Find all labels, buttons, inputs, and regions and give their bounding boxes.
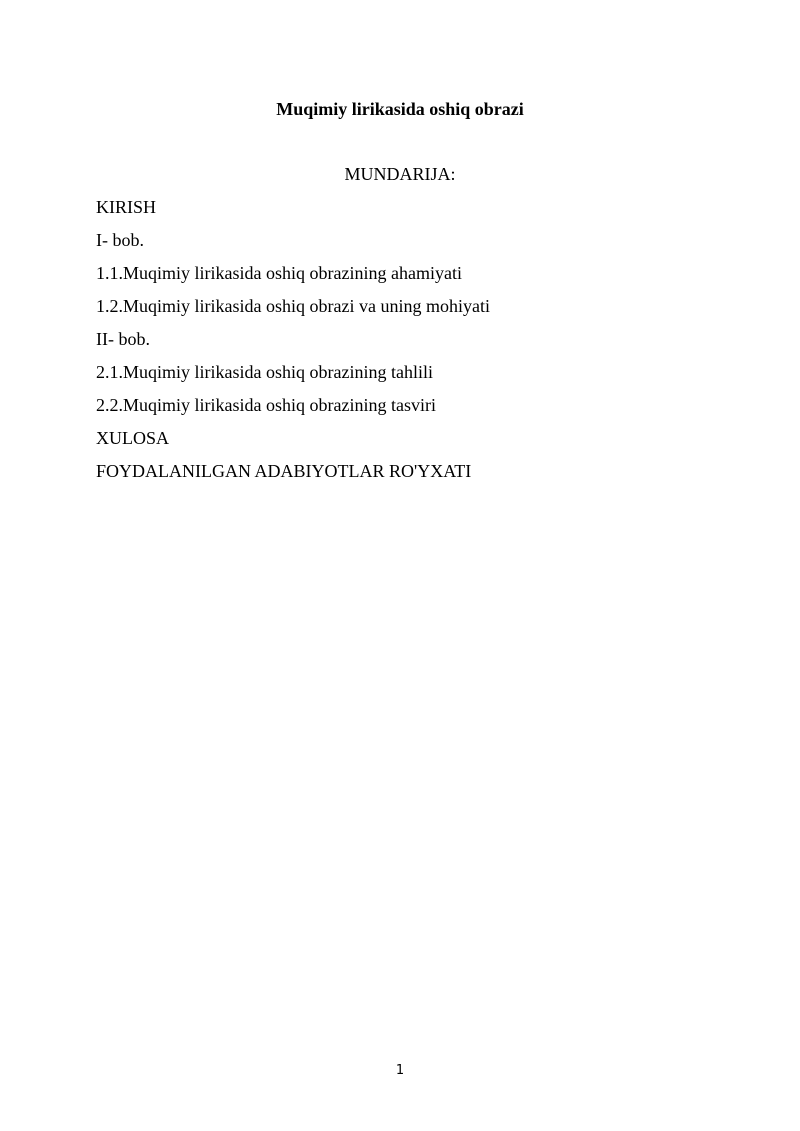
page-number: 1: [395, 1063, 405, 1078]
toc-heading: MUNDARIJA:: [344, 164, 456, 184]
table-of-contents: [96, 195, 490, 492]
toc-item-section-2-2: 2.2.Muqimiy lirikasida oshiq obrazining tasviri: [96, 395, 436, 415]
toc-item-xulosa: XULOSA: [96, 428, 170, 448]
toc-item-section-1-2: 1.2.Muqimiy lirikasida oshiq obrazi va uning mohiyati: [96, 296, 490, 316]
document-title: Muqimiy lirikasida oshiq obrazi: [276, 99, 524, 119]
toc-item-references: FOYDALANILGAN ADABIYOTLAR RO'YXATI: [96, 461, 472, 481]
toc-item-chapter-1: I- bob.: [96, 230, 144, 250]
toc-item-kirish: KIRISH: [96, 197, 157, 217]
toc-item-chapter-2: II- bob.: [96, 329, 150, 349]
toc-item-section-2-1: 2.1.Muqimiy lirikasida oshiq obrazining tahlili: [96, 362, 433, 382]
toc-item-section-1-1: 1.1.Muqimiy lirikasida oshiq obrazining ahamiyati: [96, 263, 462, 283]
